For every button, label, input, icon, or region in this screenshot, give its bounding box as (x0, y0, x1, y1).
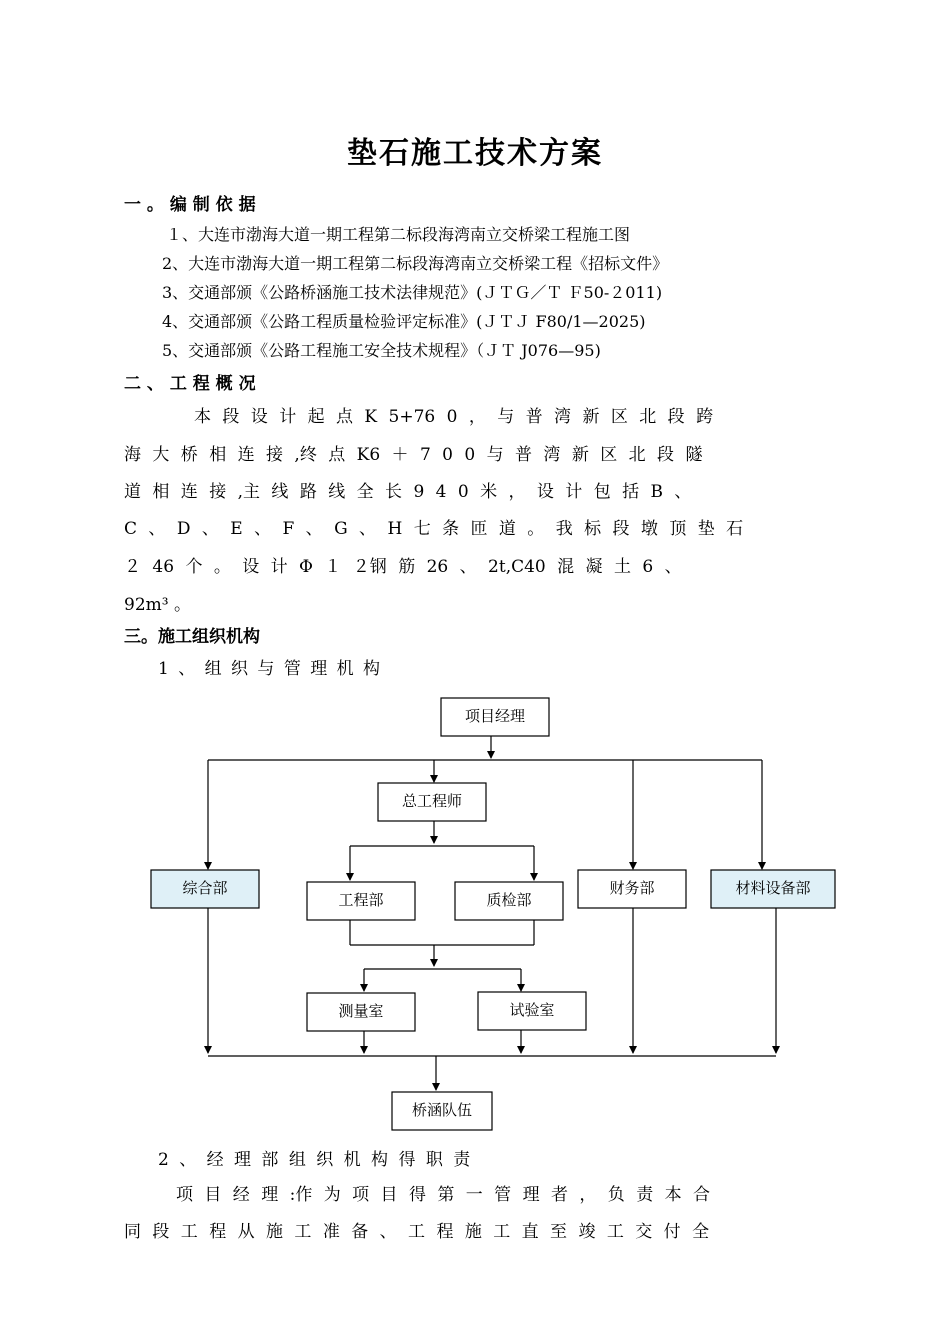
overview-line-4: C 、 D 、 E 、 F 、 G 、 H 七 条 匝 道 。 我 标 段 墩 顶 垫 石 (124, 519, 744, 539)
basis-item-1: １、大连市渤海大道一期工程第二标段海湾南立交桥梁工程施工图 (166, 225, 631, 244)
label-qc-dept: 质检部 (486, 891, 532, 909)
section2-heading: 二 、 工 程 概 况 (124, 374, 256, 394)
page-title: 垫石施工技术方案 (347, 136, 603, 171)
label-manager: 项目经理 (464, 707, 526, 725)
overview-line-1: 本 段 设 计 起 点 K 5+76 0 ， 与 普 湾 新 区 北 段 跨 (194, 407, 714, 427)
overview-line-2: 海 大 桥 相 连 接 ,终 点 K6 ＋ 7 0 0 与 普 湾 新 区 北 段 隧 (124, 445, 703, 465)
overview-line-3: 道 相 连 接 ,主 线 路 线 全 长 9 4 0 米 ， 设 计 包 括 B 、 (124, 482, 692, 502)
basis-item-4: 4、交通部颁《公路工程质量检验评定标准》(ＪＴＪ F80/1—2025) (162, 312, 646, 331)
overview-line-6: 92m³ 。 (124, 595, 191, 615)
overview-line-5: ２ 46 个 。 设 计 Φ １ ２钢 筋 26 、 2t,C40 混 凝 土 6 、 (124, 557, 682, 577)
duty-line-1: 项 目 经 理 :作 为 项 目 得 第 一 管 理 者 ， 负 责 本 合 (176, 1185, 710, 1205)
basis-item-2: 2、大连市渤海大道一期工程第二标段海湾南立交桥梁工程《招标文件》 (162, 254, 669, 273)
label-materials-dept: 材料设备部 (735, 879, 811, 897)
label-survey-room: 测量室 (338, 1002, 384, 1020)
section1-heading: 一 。 编 制 依 据 (124, 195, 256, 215)
label-lab-room: 试验室 (509, 1001, 555, 1019)
label-bridge-team: 桥涵队伍 (411, 1101, 473, 1119)
label-general-dept: 综合部 (182, 879, 228, 897)
section3-heading: 三。施工组织机构 (124, 627, 260, 647)
duty-line-2: 同 段 工 程 从 施 工 准 备 、 工 程 施 工 直 至 竣 工 交 付 全 (124, 1222, 710, 1242)
label-engineering-dept: 工程部 (338, 891, 384, 909)
label-chief-engineer: 总工程师 (401, 792, 463, 810)
label-finance-dept: 财务部 (609, 879, 655, 897)
basis-item-5: 5、交通部颁《公路工程施工安全技术规程》（ＪＴ J076—95) (162, 341, 601, 360)
duty-subheading: 2 、 经 理 部 组 织 机 构 得 职 责 (158, 1150, 471, 1170)
basis-item-3: 3、交通部颁《公路桥涵施工技术法律规范》(ＪＴＧ／Ｔ Ｆ50-２011) (162, 283, 663, 302)
org-subheading: 1 、 组 织 与 管 理 机 构 (158, 659, 381, 679)
